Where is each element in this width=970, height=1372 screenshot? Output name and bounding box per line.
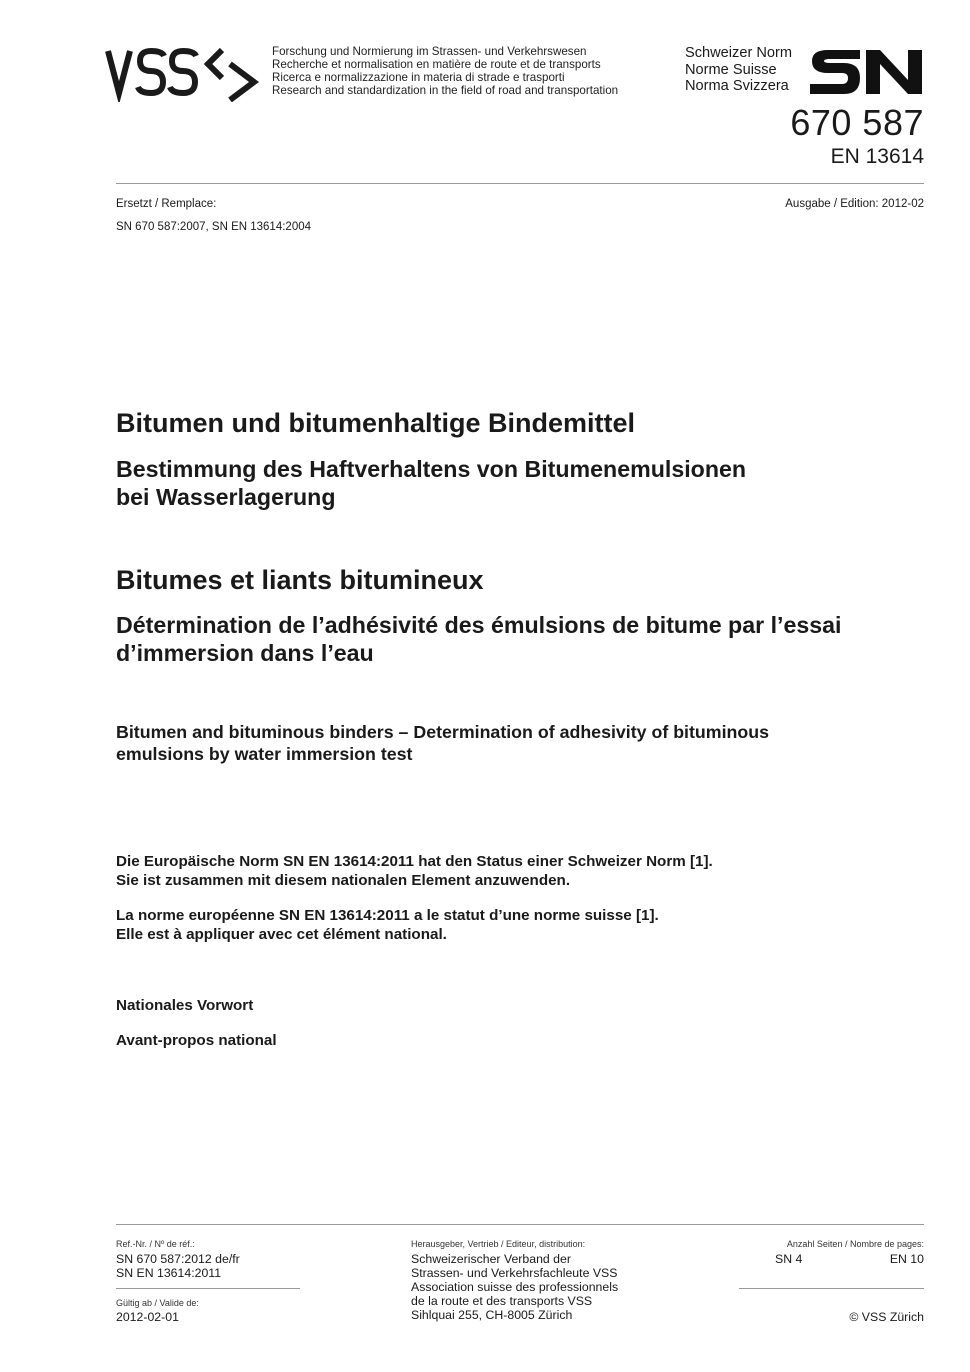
- edition: Ausgabe / Edition: 2012-02: [785, 198, 924, 210]
- subtitle-de: [116, 455, 916, 511]
- valid-label: Gültig ab / Valide de:: [116, 1298, 199, 1308]
- norm-names: [685, 45, 792, 95]
- status-statement-de: [116, 853, 713, 890]
- publisher-line: Sihlquai 255, CH-8005 Zürich: [411, 1308, 573, 1322]
- ref-number: SN 670 587:2012 de/fr: [116, 1252, 240, 1266]
- title-fr: Bitumes et liants bitumineux: [116, 565, 484, 595]
- header-divider: [116, 183, 924, 184]
- publisher-line: de la route et des transports VSS: [411, 1294, 593, 1308]
- pages-sn: SN 4: [775, 1252, 803, 1266]
- subtitle-fr-line: Détermination de l’adhésivité des émulsions de bitume par l’essai: [116, 612, 842, 638]
- subtitle-de-line: Bestimmung des Haftverhaltens von Bitumenemulsionen: [116, 456, 747, 482]
- valid-value: 2012-02-01: [116, 1310, 179, 1324]
- sn-logo: [808, 46, 924, 96]
- vss-tagline-it: Ricerca e normalizzazione in materia di strade e trasporti: [272, 71, 565, 84]
- foreword-heading-de: Nationales Vorwort: [116, 997, 254, 1014]
- publisher-label: Herausgeber, Vertrieb / Editeur, distribution:: [411, 1239, 586, 1249]
- status-fr-line: Elle est à appliquer avec cet élément national.: [116, 925, 447, 943]
- status-de-line: Die Europäische Norm SN EN 13614:2011 hat den Status einer Schweizer Norm [1].: [116, 853, 713, 870]
- title-en: [116, 721, 876, 765]
- title-de: Bitumen und bitumenhaltige Bindemittel: [116, 408, 635, 438]
- norm-name-fr: Norme Suisse: [685, 61, 777, 78]
- footer-divider: [116, 1224, 924, 1225]
- publisher-line: Association suisse des professionnels: [411, 1280, 619, 1294]
- ref-divider: [116, 1288, 300, 1289]
- status-fr-line: La norme européenne SN EN 13614:2011 a le statut d’une norme suisse [1].: [116, 907, 659, 924]
- subtitle-de-line: bei Wasserlagerung: [116, 484, 336, 510]
- subtitle-fr-line: d’immersion dans l’eau: [116, 640, 374, 666]
- status-de-line: Sie ist zusammen mit diesem nationalen Element anzuwenden.: [116, 871, 571, 889]
- pages-en: EN 10: [889, 1252, 924, 1266]
- copyright: © VSS Zürich: [849, 1310, 924, 1324]
- vss-tagline-en: Research and standardization in the field of road and transportation: [272, 84, 619, 97]
- pages-label: Anzahl Seiten / Nombre de pages:: [786, 1239, 924, 1249]
- vss-logo: [104, 42, 264, 102]
- pages-divider: [739, 1288, 924, 1289]
- ref-number: SN EN 13614:2011: [116, 1266, 222, 1280]
- publisher-line: Strassen- und Verkehrsfachleute VSS: [411, 1266, 618, 1280]
- ref-numbers: [116, 1252, 240, 1280]
- publisher-line: Schweizerischer Verband der: [411, 1252, 571, 1266]
- norm-name-it: Norma Svizzera: [685, 78, 789, 94]
- vss-tagline-de: Forschung und Normierung im Strassen- und Verkehrswesen: [272, 45, 587, 58]
- title-en-line: emulsions by water immersion test: [116, 744, 413, 764]
- en-number: EN 13614: [830, 145, 924, 168]
- vss-tagline: [272, 45, 618, 97]
- replaces-value: SN 670 587:2007, SN EN 13614:2004: [116, 221, 312, 233]
- publisher-address: [411, 1252, 618, 1322]
- title-en-line: Bitumen and bituminous binders – Determination of adhesivity of bituminous: [116, 722, 770, 742]
- norm-name-de: Schweizer Norm: [685, 45, 793, 61]
- foreword-heading-fr: Avant-propos national: [116, 1032, 277, 1049]
- status-statement-fr: [116, 907, 659, 944]
- replaces-label: Ersetzt / Remplace:: [116, 198, 217, 210]
- vss-tagline-fr: Recherche et normalisation en matière de route et de transports: [272, 58, 601, 71]
- norm-number: 670 587: [790, 102, 924, 143]
- ref-label: Ref.-Nr. / Nº de réf.:: [116, 1239, 195, 1249]
- subtitle-fr: [116, 611, 936, 667]
